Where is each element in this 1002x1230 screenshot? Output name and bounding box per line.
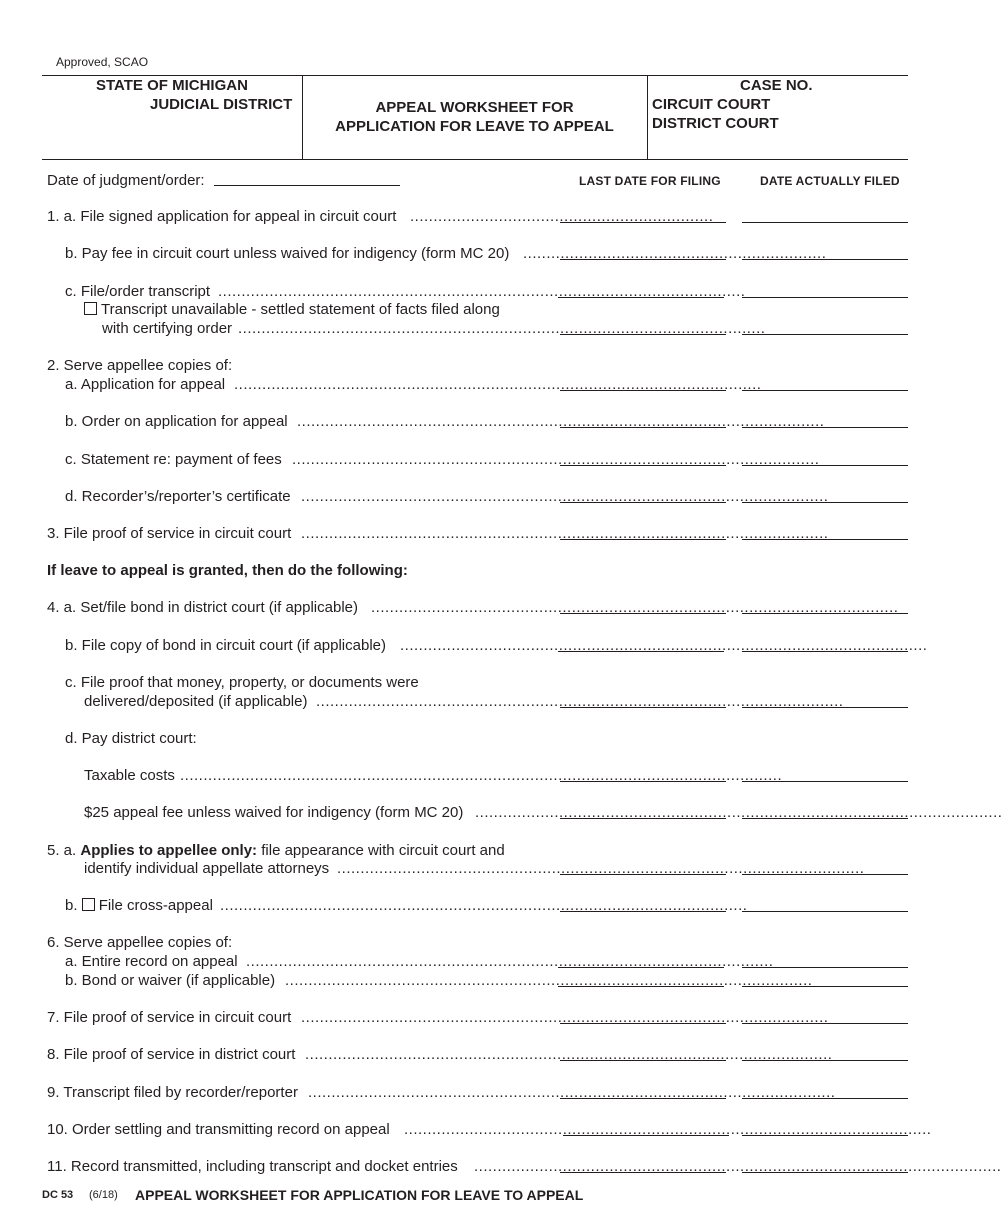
item-7-last-date-field[interactable] xyxy=(560,1023,726,1024)
item-2b-leader: ................................................................................................................. xyxy=(297,413,825,430)
item-1c-last-date-field[interactable] xyxy=(558,297,724,298)
item-9-leader: ................................................................................................................. xyxy=(308,1084,836,1101)
item-5a-label-line2: identify individual appellate attorneys xyxy=(84,860,330,877)
header-top-rule xyxy=(42,75,908,76)
case-no-label: CASE NO. xyxy=(740,77,813,94)
item-4d-costs-label: Taxable costs xyxy=(84,767,175,784)
item-4c-label-line1: c. File proof that money, property, or documents were xyxy=(65,674,419,691)
item-6b-leader: ................................................................................................................. xyxy=(285,972,813,989)
item-10-label: 10. Order settling and transmitting record on appeal xyxy=(47,1121,390,1138)
item-7-date-filed-field[interactable] xyxy=(742,1023,908,1024)
item-4c-label-line2: delivered/deposited (if applicable) xyxy=(84,693,308,710)
form-number: DC 53 xyxy=(42,1189,74,1201)
transcript-unavailable-checkbox[interactable] xyxy=(84,302,97,315)
item-9-date-filed-field[interactable] xyxy=(742,1098,908,1099)
item-4d-costs-date-filed-field[interactable] xyxy=(742,781,908,782)
item-2b-last-date-field[interactable] xyxy=(560,427,726,428)
item-3-label: 3. File proof of service in circuit court xyxy=(47,525,292,542)
item-5a-last-date-field[interactable] xyxy=(560,874,726,875)
approval-note: Approved, SCAO xyxy=(56,55,149,69)
state-label: STATE OF MICHIGAN xyxy=(96,77,248,94)
item-4d-fee-label: $25 appeal fee unless waived for indigency (form MC 20) xyxy=(84,804,464,821)
item-8-last-date-field[interactable] xyxy=(560,1060,726,1061)
item-4a-date-filed-field[interactable] xyxy=(742,613,908,614)
item-1b-leader: ................................................................. xyxy=(523,245,827,262)
header-divider-left xyxy=(302,75,303,159)
item-1c-sub-date-filed-field[interactable] xyxy=(742,334,908,335)
item-6b-last-date-field[interactable] xyxy=(558,986,724,987)
item-6a-label: a. Entire record on appeal xyxy=(65,953,238,970)
item-4d-label: d. Pay district court: xyxy=(65,730,197,747)
item-1c-leader: ................................................................................................................. xyxy=(218,283,746,300)
header-bottom-rule xyxy=(42,159,908,160)
item-6a-date-filed-field[interactable] xyxy=(742,967,908,968)
item-2b-label: b. Order on application for appeal xyxy=(65,413,288,430)
item-6-label: 6. Serve appellee copies of: xyxy=(47,934,233,951)
item-5a-prefix: 5. a. xyxy=(47,842,77,859)
item-10-date-filed-field[interactable] xyxy=(742,1135,908,1136)
item-2c-label: c. Statement re: payment of fees xyxy=(65,451,282,468)
item-4c-last-date-field[interactable] xyxy=(560,707,726,708)
item-3-last-date-field[interactable] xyxy=(560,539,726,540)
item-3-leader: ................................................................................................................. xyxy=(301,525,829,542)
item-11-label: 11. Record transmitted, including transcript and docket entries xyxy=(47,1158,458,1175)
item-2c-last-date-field[interactable] xyxy=(560,465,726,466)
item-1c-date-filed-field[interactable] xyxy=(742,297,908,298)
item-4c-leader: ................................................................................................................. xyxy=(316,693,844,710)
item-4d-fee-date-filed-field[interactable] xyxy=(742,818,908,819)
last-date-column-header: LAST DATE FOR FILING xyxy=(579,174,721,188)
item-2c-leader: ................................................................................................................. xyxy=(292,451,820,468)
footer-title: APPEAL WORKSHEET FOR APPLICATION FOR LEAVE TO APPEAL xyxy=(135,1187,584,1203)
item-4b-date-filed-field[interactable] xyxy=(742,651,908,652)
item-5a-rest: file appearance with circuit court and xyxy=(261,842,505,859)
judicial-district-label: JUDICIAL DISTRICT xyxy=(150,96,293,113)
item-1c-transcript-unavailable-row xyxy=(84,301,500,319)
item-1a-label: 1. a. File signed application for appeal in circuit court xyxy=(47,208,397,225)
item-2b-date-filed-field[interactable] xyxy=(742,427,908,428)
item-4c-date-filed-field[interactable] xyxy=(742,707,908,708)
item-8-leader: ................................................................................................................. xyxy=(305,1046,833,1063)
item-4d-costs-leader: ................................................................................................................................. xyxy=(180,767,783,784)
form-revision: (6/18) xyxy=(89,1189,118,1201)
item-5a-date-filed-field[interactable] xyxy=(742,874,908,875)
item-2d-date-filed-field[interactable] xyxy=(742,502,908,503)
item-9-last-date-field[interactable] xyxy=(560,1098,726,1099)
item-5a-leader: ................................................................................................................. xyxy=(337,860,865,877)
item-11-date-filed-field[interactable] xyxy=(742,1172,908,1173)
cross-appeal-checkbox[interactable] xyxy=(82,898,95,911)
item-4d-fee-leader: ................................................................................................................. xyxy=(475,804,1002,821)
item-1c-sub-last-date-field[interactable] xyxy=(560,334,726,335)
item-1b-last-date-field[interactable] xyxy=(560,259,726,260)
item-4d-fee-last-date-field[interactable] xyxy=(560,818,726,819)
form-title-line2: APPLICATION FOR LEAVE TO APPEAL xyxy=(335,118,614,135)
item-6a-leader: ................................................................................................................. xyxy=(246,953,774,970)
date-filed-column-header: DATE ACTUALLY FILED xyxy=(760,174,900,188)
circuit-court-label: CIRCUIT COURT xyxy=(652,96,771,113)
item-1c-sub2-label: with certifying order xyxy=(102,320,233,337)
item-10-last-date-field[interactable] xyxy=(563,1135,729,1136)
item-5b-last-date-field[interactable] xyxy=(560,911,726,912)
item-4a-leader: ................................................................................................................. xyxy=(371,599,899,616)
item-7-label: 7. File proof of service in circuit court xyxy=(47,1009,292,1026)
item-5b-date-filed-field[interactable] xyxy=(742,911,908,912)
item-2a-leader: ................................................................................................................. xyxy=(234,376,762,393)
item-6a-last-date-field[interactable] xyxy=(558,967,724,968)
item-5b-prefix: b. xyxy=(65,897,78,914)
date-of-judgment-label: Date of judgment/order: xyxy=(47,172,205,189)
header-divider-right xyxy=(647,75,648,159)
item-2c-date-filed-field[interactable] xyxy=(742,465,908,466)
item-6b-label: b. Bond or waiver (if applicable) xyxy=(65,972,276,989)
leave-granted-heading: If leave to appeal is granted, then do the following: xyxy=(47,562,408,579)
item-1a-date-filed-field[interactable] xyxy=(742,222,908,223)
item-11-last-date-field[interactable] xyxy=(560,1172,726,1173)
transcript-unavailable-label: Transcript unavailable - settled statement of facts filed along xyxy=(101,301,500,318)
item-3-date-filed-field[interactable] xyxy=(742,539,908,540)
item-1b-date-filed-field[interactable] xyxy=(742,259,908,260)
item-2-label: 2. Serve appellee copies of: xyxy=(47,357,233,374)
item-2d-leader: ................................................................................................................. xyxy=(301,488,829,505)
item-1a-last-date-field[interactable] xyxy=(560,222,726,223)
item-2d-last-date-field[interactable] xyxy=(560,502,726,503)
item-5b-label: File cross-appeal xyxy=(98,897,213,914)
item-4b-leader: ................................................................................................................. xyxy=(400,637,928,654)
item-7-leader: ................................................................................................................. xyxy=(301,1009,829,1026)
item-1c-sub2-leader: ................................................................................................................. xyxy=(238,320,766,337)
item-2a-label: a. Application for appeal xyxy=(65,376,226,393)
item-2a-last-date-field[interactable] xyxy=(560,390,726,391)
item-9-label: 9. Transcript filed by recorder/reporter xyxy=(47,1084,298,1101)
district-court-label: DISTRICT COURT xyxy=(652,115,779,132)
item-4b-label: b. File copy of bond in circuit court (if applicable) xyxy=(65,637,386,654)
item-4b-last-date-field[interactable] xyxy=(558,651,724,652)
item-5b-row xyxy=(65,897,213,915)
item-1b-label: b. Pay fee in circuit court unless waived for indigency (form MC 20) xyxy=(65,245,510,262)
form-title-line1: APPEAL WORKSHEET FOR xyxy=(375,99,574,116)
item-4a-label: 4. a. Set/file bond in district court (if applicable) xyxy=(47,599,358,616)
item-6b-date-filed-field[interactable] xyxy=(742,986,908,987)
date-of-judgment-field[interactable] xyxy=(214,185,400,186)
item-8-date-filed-field[interactable] xyxy=(742,1060,908,1061)
item-11-leader: ................................................................................................................. xyxy=(474,1158,1002,1175)
item-1a-leader: ................................................................. xyxy=(410,208,714,225)
item-10-leader: ................................................................................................................. xyxy=(404,1121,932,1138)
item-5a-emphasis: Applies to appellee only: xyxy=(80,842,258,859)
item-1c-label: c. File/order transcript xyxy=(65,283,211,300)
item-4a-last-date-field[interactable] xyxy=(560,613,726,614)
item-5a-label-line1 xyxy=(47,842,505,860)
item-2a-date-filed-field[interactable] xyxy=(742,390,908,391)
item-5b-leader: ................................................................................................................. xyxy=(220,897,748,914)
item-8-label: 8. File proof of service in district court xyxy=(47,1046,296,1063)
item-2d-label: d. Recorder’s/reporter’s certificate xyxy=(65,488,291,505)
item-4d-costs-last-date-field[interactable] xyxy=(560,781,726,782)
